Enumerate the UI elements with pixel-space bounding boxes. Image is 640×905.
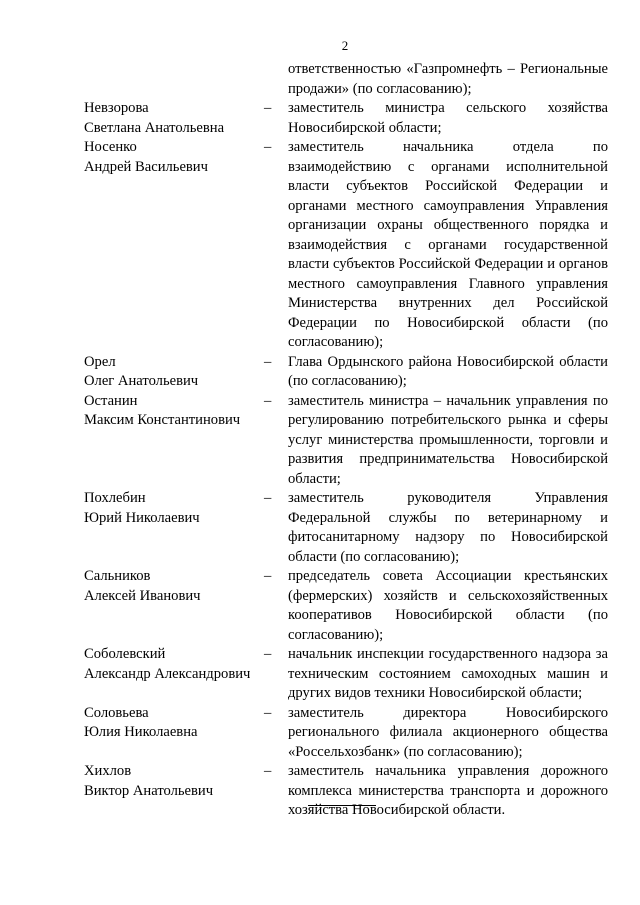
member-given-names: Олег Анатольевич [84, 373, 199, 389]
member-name [84, 138, 264, 177]
end-of-list-divider [308, 805, 376, 806]
dash-separator: – [264, 353, 272, 370]
dash-separator: – [264, 763, 272, 779]
member-given-names: Максим Константинович [84, 412, 241, 428]
member-name [84, 392, 264, 431]
list-item [0, 645, 640, 704]
member-name [84, 353, 264, 392]
list-item [0, 138, 640, 353]
member-surname: Сальников [84, 568, 151, 584]
member-surname: Соболевский [84, 646, 166, 662]
member-surname: Хихлов [84, 763, 132, 779]
member-surname: Останин [84, 392, 138, 409]
member-name [84, 704, 264, 743]
continuation-entry [0, 60, 640, 99]
member-position: заместитель руководителя Управления Федеральной службы по ветеринарному и фитосанитарному надзору по Новосибирской области (по согласованию); [288, 490, 608, 565]
dash-separator: – [264, 100, 272, 116]
member-name [84, 762, 264, 801]
dash-separator: – [264, 392, 272, 409]
list-item [0, 392, 640, 490]
continuation-text: ответственностью «Газпромнефть – Региональные продажи» (по согласованию); [288, 61, 608, 97]
dash-separator: – [264, 490, 272, 506]
member-given-names: Юлия Николаевна [84, 724, 198, 740]
member-position: заместитель начальника управления дорожного комплекса министерства транспорта и дорожного хозяйства Новосибирской области. [288, 763, 608, 818]
member-given-names: Александр Александрович [84, 665, 251, 682]
member-given-names: Андрей Васильевич [84, 158, 208, 175]
dash-separator: – [264, 704, 272, 721]
page-number: 2 [341, 38, 349, 53]
dash-separator: – [264, 139, 272, 155]
member-list [0, 60, 640, 821]
member-position: заместитель министра сельского хозяйства Новосибирской области; [288, 100, 608, 136]
member-surname: Соловьева [84, 704, 149, 721]
member-position: председатель совета Ассоциации крестьянских (фермерских) хозяйств и сельскохозяйственных кооперативов Новосибирской области (по согласованию); [288, 568, 608, 643]
member-name [84, 645, 264, 684]
member-name [84, 567, 264, 606]
member-given-names: Виктор Анатольевич [84, 782, 214, 799]
member-surname: Носенко [84, 139, 137, 155]
member-given-names: Светлана Анатольевна [84, 119, 225, 136]
member-surname: Орел [84, 353, 116, 370]
member-given-names: Юрий Николаевич [84, 509, 200, 526]
list-item [0, 99, 640, 138]
list-item [0, 489, 640, 567]
member-position: заместитель начальника отдела по взаимодействию с органами исполнительной власти субъектов Российской Федерации и органами местного самоуправления Управления организации охраны общественного порядка и взаимодействия с органами государственной власти субъектов Российской Федерации и органов местного самоуправления Главного управления Министерства внутренних дел Российской Федерации по Новосибирской области (по согласованию); [288, 139, 608, 350]
list-item [0, 704, 640, 763]
member-surname: Невзорова [84, 100, 149, 116]
list-item [0, 353, 640, 392]
member-name [84, 99, 264, 138]
member-position: заместитель директора Новосибирского регионального филиала акционерного общества «Россельхозбанк» (по согласованию); [288, 704, 608, 760]
member-name [84, 489, 264, 528]
member-surname: Похлебин [84, 490, 146, 506]
member-given-names: Алексей Иванович [84, 587, 201, 604]
list-item [0, 567, 640, 645]
list-item [0, 762, 640, 821]
dash-separator: – [264, 568, 272, 584]
member-position: начальник инспекции государственного надзора за техническим состоянием самоходных машин и других видов техники Новосибирской области; [288, 646, 608, 701]
dash-separator: – [264, 646, 272, 662]
member-position: заместитель министра – начальник управления по регулированию потребительского рынка и сферы услуг министерства промышленности, торговли и развития предпринимательства Новосибирской области; [288, 392, 608, 487]
member-position: Глава Ордынского района Новосибирской области (по согласованию); [288, 353, 608, 389]
